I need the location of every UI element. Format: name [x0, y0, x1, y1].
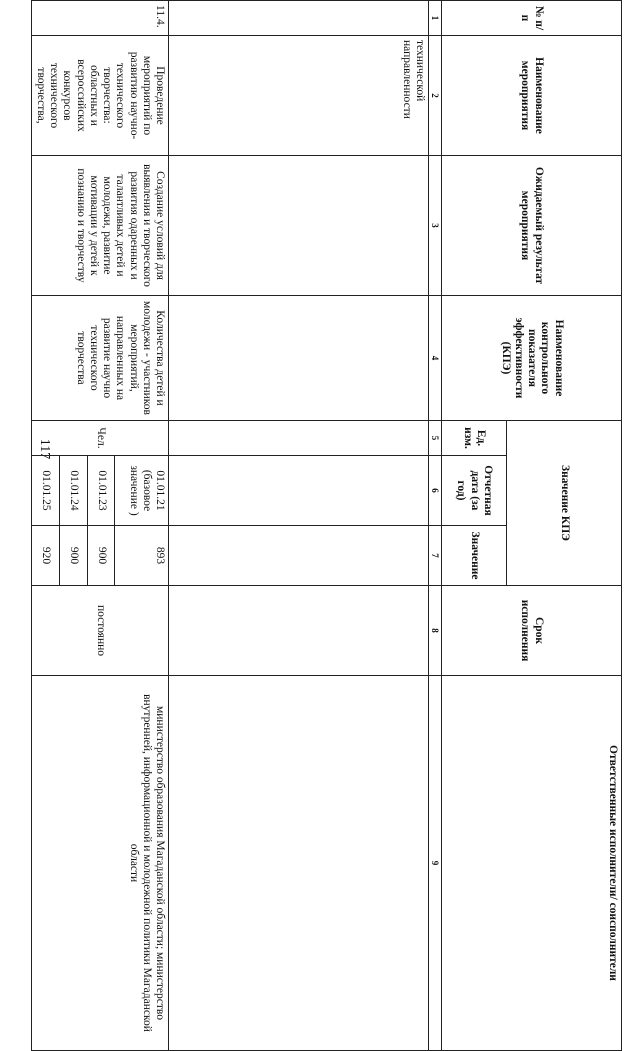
- header-report-date: Отчетная дата (за год): [442, 456, 507, 526]
- data-value: 900: [87, 526, 115, 586]
- row-kpi-name: Количества детей и молодежи - участников мероприятий, направленных на развитие научно технического творчества: [31, 296, 168, 421]
- header-value: Значение: [442, 526, 507, 586]
- header-responsible: Ответственные исполнители/ соисполнители: [442, 676, 622, 1051]
- row-deadline: постоянно: [31, 586, 168, 676]
- data-date: 01.01.23: [87, 456, 115, 526]
- kpi-table: [31, 0, 622, 1051]
- data-date: 01.01.24: [59, 456, 87, 526]
- page-number: 117: [37, 438, 53, 460]
- continuation-text: технической направленности: [169, 36, 429, 156]
- data-value: 900: [59, 526, 87, 586]
- data-date: 01.01.21 (базовое значение ): [115, 456, 169, 526]
- rotated-page: [35, 0, 622, 1032]
- column-number: 8: [429, 586, 442, 676]
- header-num: № п/п: [442, 1, 622, 36]
- data-value: 920: [31, 526, 59, 586]
- header-unit: Ед. изм.: [442, 421, 507, 456]
- header-kpi-value: Значение КПЭ: [507, 421, 622, 586]
- column-number: 2: [429, 36, 442, 156]
- row-expected-result: Создание условий для выявления и творческого развития одаренных и талантливых детей и молодежи, развитие мотивации у детей к познанию и творчеству: [31, 156, 168, 296]
- column-number: 5: [429, 421, 442, 456]
- column-number: 4: [429, 296, 442, 421]
- row-event-name: Проведение мероприятий по развитию научно-технического творчества: областных и всероссийских конкурсов технического творчества,: [31, 36, 168, 156]
- header-kpi-name: Наименование контрольного показателя эффективности (КПЭ): [442, 296, 622, 421]
- header-expected-result: Ожидаемый результат мероприятия: [442, 156, 622, 296]
- data-value: 893: [115, 526, 169, 586]
- column-number: 7: [429, 526, 442, 586]
- header-deadline: Срок исполнения: [442, 586, 622, 676]
- data-date: 01.01.25: [31, 456, 59, 526]
- column-number: 1: [429, 1, 442, 36]
- column-number: 9: [429, 676, 442, 1051]
- row-num: 11.4.: [31, 1, 168, 36]
- column-number: 3: [429, 156, 442, 296]
- header-event-name: Наименование мероприятия: [442, 36, 622, 156]
- row-responsible: министерство образования Магаданской области; министерство внутренней, информационной и молодежной политики Магаданской области: [31, 676, 168, 1051]
- row-unit: Чел.: [31, 421, 168, 456]
- column-number: 6: [429, 456, 442, 526]
